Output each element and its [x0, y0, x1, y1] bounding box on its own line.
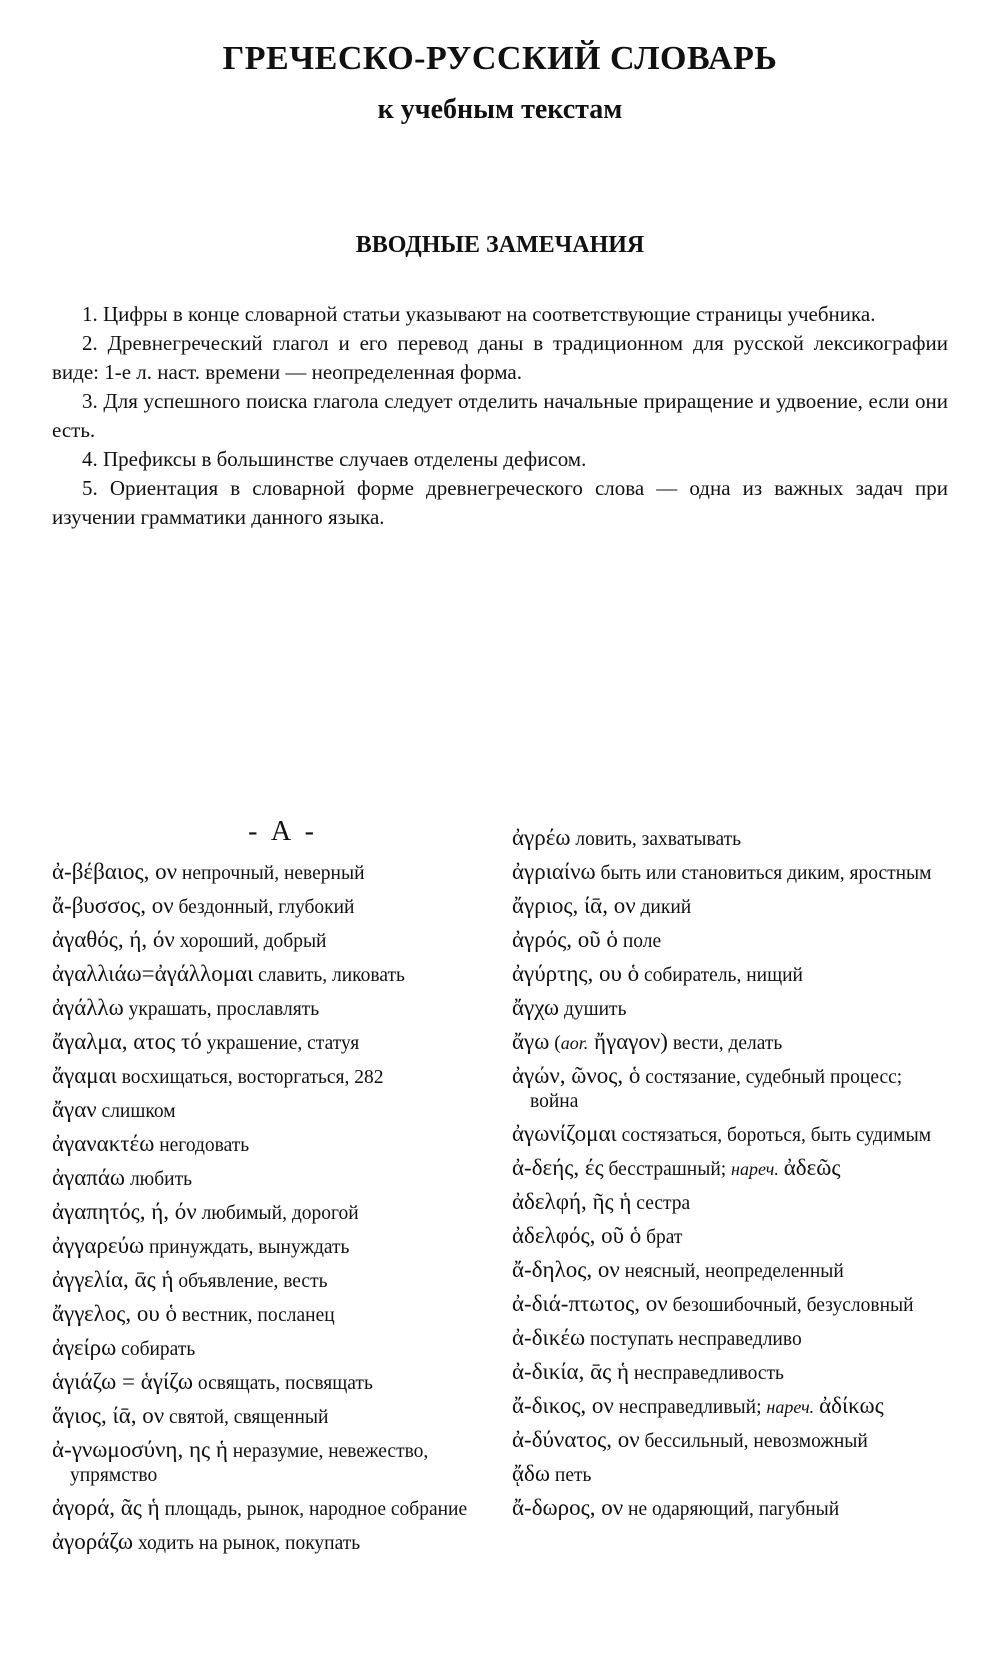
- entry-translation: собиратель, нищий: [643, 965, 803, 986]
- entry-translation: восхищаться, восторгаться, 282: [121, 1067, 384, 1088]
- entry-translation: негодовать: [159, 1135, 250, 1156]
- entry-headword: ἀγρέω: [512, 825, 571, 850]
- entry-note-form: ἤγαγον): [588, 1029, 668, 1054]
- entry-headword: ἄ-βυσσος, ον: [52, 893, 174, 918]
- dictionary-entry: [512, 1292, 952, 1318]
- dictionary-entry: [52, 1200, 494, 1226]
- entry-translation: поступать несправедливо: [590, 1329, 802, 1350]
- dictionary-entry: [52, 1166, 494, 1192]
- entry-headword: ἀγαπάω: [52, 1165, 126, 1190]
- entry-translation: петь: [554, 1465, 592, 1486]
- intro-paragraph: 4. Префиксы в большинстве случаев отделены дефисом.: [82, 447, 587, 471]
- entry-translation: слишком: [101, 1101, 176, 1122]
- entry-translation: бесстрашный;: [608, 1159, 727, 1180]
- entry-translation: дикий: [640, 897, 692, 918]
- entry-headword: ἀ-δικέω: [512, 1325, 586, 1350]
- entry-headword: ἄγχω: [512, 995, 560, 1020]
- entry-headword: ἀγριαίνω: [512, 859, 596, 884]
- dictionary-entry: [512, 996, 952, 1022]
- entry-headword: ἀγορά, ᾶς ἡ: [52, 1495, 160, 1520]
- entry-adverb: ἀδεῶς: [783, 1155, 841, 1180]
- entry-translation: площадь, рынок, народное собрание: [164, 1499, 468, 1520]
- dictionary-entry: [52, 894, 494, 920]
- entry-headword: ἀγαλλιάω=ἀγάλλομαι: [52, 961, 254, 986]
- dictionary-entry: [512, 1030, 952, 1056]
- entry-headword: ἀγύρτης, ου ὁ: [512, 961, 640, 986]
- dictionary-entry: [52, 962, 494, 988]
- dictionary-entry: [512, 1190, 952, 1216]
- intro-paragraph: 1. Цифры в конце словарной статьи указывают на соответствующие страницы учебника.: [82, 302, 876, 326]
- entry-headword: ἀδελφός, οῦ ὁ: [512, 1223, 642, 1248]
- dictionary-entry: [512, 1224, 952, 1250]
- entry-translation: ходить на рынок, покупать: [137, 1533, 361, 1554]
- dictionary-entry: [512, 1496, 952, 1522]
- dictionary-entry: [512, 1326, 952, 1352]
- entry-headword: ἄ-δωρος, ον: [512, 1495, 624, 1520]
- entry-translation: украшение, статуя: [206, 1033, 360, 1054]
- entry-headword: ἄγαν: [52, 1097, 97, 1122]
- entry-translation: вестник, посланец: [181, 1305, 335, 1326]
- entry-headword: ἀ-γνωμοσύνη, ης ἡ: [52, 1437, 228, 1462]
- dictionary-entry: [52, 996, 494, 1022]
- dictionary-entry: [52, 1234, 494, 1260]
- entry-headword: ἀγαθός, ή, όν: [52, 927, 175, 952]
- entry-headword: ἅγιος, ίᾱ, ον: [52, 1403, 165, 1428]
- entry-headword: ἀδελφή, ῆς ἡ: [512, 1189, 632, 1214]
- entry-headword: ἀγωνίζομαι: [512, 1121, 617, 1146]
- entry-headword: ἄ-δικος, ον: [512, 1393, 614, 1418]
- entry-translation: хороший, добрый: [179, 931, 327, 952]
- dictionary-entry: [512, 894, 952, 920]
- entry-translation: собирать: [121, 1339, 196, 1360]
- entry-translation: объявление, весть: [178, 1271, 328, 1292]
- entry-translation: брат: [646, 1227, 683, 1248]
- entry-headword: ἀ-δικία, ᾱς ἡ: [512, 1359, 629, 1384]
- dictionary-entry: [512, 1258, 952, 1284]
- entry-headword: ἀ-διά-πτωτος, ον: [512, 1291, 668, 1316]
- dictionary-entry: [52, 1030, 494, 1056]
- entry-headword: ἀ-βέβαιος, ον: [52, 859, 178, 884]
- page-subtitle: к учебным текстам: [377, 94, 623, 125]
- entry-translation: поле: [622, 931, 662, 952]
- entry-translation: бессильный, невозможный: [644, 1431, 868, 1452]
- intro-notes: [52, 300, 948, 532]
- intro-paragraph: 2. Древнегреческий глагол и его перевод даны в традиционном для русской лексикографии виде: 1-е л. наст. времени — неопределенная форма.: [52, 331, 948, 384]
- dictionary-entry: [512, 1156, 952, 1182]
- entry-headword: ἀ-δεής, ές: [512, 1155, 604, 1180]
- section-letter: - A -: [248, 816, 318, 847]
- entry-headword: ἁγιάζω = ἁγίζω: [52, 1369, 193, 1394]
- entry-adverb: ἀδίκως: [819, 1393, 884, 1418]
- entry-translation: любить: [129, 1169, 193, 1190]
- entry-translation: безошибочный, безусловный: [672, 1295, 914, 1316]
- entry-translation: состязание, судебный процесс; война: [530, 1067, 903, 1112]
- entry-translation: славить, ликовать: [258, 965, 405, 986]
- dictionary-entry: [52, 1438, 494, 1488]
- dictionary-entry: [52, 1336, 494, 1362]
- dictionary-entry: [512, 1462, 952, 1488]
- entry-headword: ἀγανακτέω: [52, 1131, 155, 1156]
- entry-translation: ловить, захватывать: [575, 829, 742, 850]
- dictionary-entry: [512, 860, 952, 886]
- dictionary-entry: [52, 1530, 494, 1556]
- entry-headword: ἀ-δύνατος, ον: [512, 1427, 640, 1452]
- entry-translation: святой, священный: [169, 1407, 329, 1428]
- entry-translation: украшать, прославлять: [128, 999, 320, 1020]
- dictionary-entry: [512, 1064, 952, 1114]
- entry-abbreviation: нареч.: [766, 1397, 815, 1417]
- entry-headword: ἄ-δηλος, ον: [512, 1257, 620, 1282]
- entry-translation: освящать, посвящать: [197, 1373, 373, 1394]
- entry-note-bracket: (: [554, 1033, 561, 1054]
- dictionary-entry: [512, 826, 952, 852]
- dictionary-entry: [52, 1404, 494, 1430]
- entry-headword: ἀγάλλω: [52, 995, 124, 1020]
- entry-translation: вести, делать: [672, 1033, 783, 1054]
- dictionary-entry: [52, 860, 494, 886]
- entry-translation: сестра: [636, 1193, 691, 1214]
- intro-paragraph: 3. Для успешного поиска глагола следует отделить начальные приращение и удвоение, если они есть.: [52, 389, 948, 442]
- dictionary-entry: [512, 1394, 952, 1420]
- dictionary-entry: [512, 1122, 952, 1148]
- dictionary-entry: [52, 1064, 494, 1090]
- entry-translation: неразумие, невежество, упрямство: [70, 1441, 429, 1486]
- entry-translation: любимый, дорогой: [201, 1203, 359, 1224]
- entry-translation: принуждать, вынуждать: [148, 1237, 350, 1258]
- page-title: ГРЕЧЕСКО-РУССКИЙ СЛОВАРЬ: [222, 40, 778, 77]
- entry-headword: ἄγριος, ίᾱ, ον: [512, 893, 636, 918]
- dictionary-entry: [52, 1496, 494, 1522]
- dictionary-entry: [52, 928, 494, 954]
- dictionary-entry: [52, 1302, 494, 1328]
- entry-headword: ᾄδω: [512, 1461, 551, 1486]
- entry-translation: не одаряющий, пагубный: [628, 1499, 840, 1520]
- entry-headword: ἀγοράζω: [52, 1529, 134, 1554]
- entry-abbreviation: нареч.: [731, 1159, 779, 1179]
- dictionary-entry: [512, 1360, 952, 1386]
- entry-headword: ἀγών, ῶνος, ὁ: [512, 1063, 641, 1088]
- dictionary-entry: [52, 1268, 494, 1294]
- dictionary-entry: [512, 962, 952, 988]
- entry-translation: неясный, неопределенный: [624, 1261, 844, 1282]
- entry-translation: непрочный, неверный: [181, 863, 365, 884]
- entry-headword: ἀγγελία, ᾱς ἡ: [52, 1267, 174, 1292]
- dictionary-entry: [52, 1098, 494, 1124]
- entry-headword: ἄγαμαι: [52, 1063, 117, 1088]
- entry-headword: ἀγγαρεύω: [52, 1233, 145, 1258]
- entry-headword: ἀγρός, οῦ ὁ: [512, 927, 618, 952]
- intro-heading: ВВОДНЫЕ ЗАМЕЧАНИЯ: [355, 232, 645, 258]
- entry-headword: ἄγαλμα, ατος τό: [52, 1029, 202, 1054]
- entry-abbreviation: aor.: [560, 1033, 589, 1053]
- dictionary-entry: [512, 928, 952, 954]
- dictionary-entry: [52, 1370, 494, 1396]
- entry-translation: душить: [563, 999, 627, 1020]
- dictionary-column-right: [512, 826, 952, 1530]
- dictionary-entry: [52, 1132, 494, 1158]
- entry-translation: несправедливый;: [618, 1397, 762, 1418]
- intro-paragraph: 5. Ориентация в словарной форме древнегреческого слова — одна из важных задач при изучении грамматики данного языка.: [52, 476, 948, 529]
- dictionary-column-left: [52, 816, 494, 1564]
- entry-translation: состязаться, бороться, быть судимым: [621, 1125, 932, 1146]
- entry-headword: ἄγγελος, ου ὁ: [52, 1301, 178, 1326]
- entry-headword: ἀγαπητός, ή, όν: [52, 1199, 197, 1224]
- entry-headword: ἄγω: [512, 1029, 550, 1054]
- entry-translation: быть или становиться диким, яростным: [600, 863, 932, 884]
- entry-translation: несправедливость: [633, 1363, 784, 1384]
- dictionary-entry: [512, 1428, 952, 1454]
- entry-translation: бездонный, глубокий: [178, 897, 355, 918]
- entry-headword: ἀγείρω: [52, 1335, 117, 1360]
